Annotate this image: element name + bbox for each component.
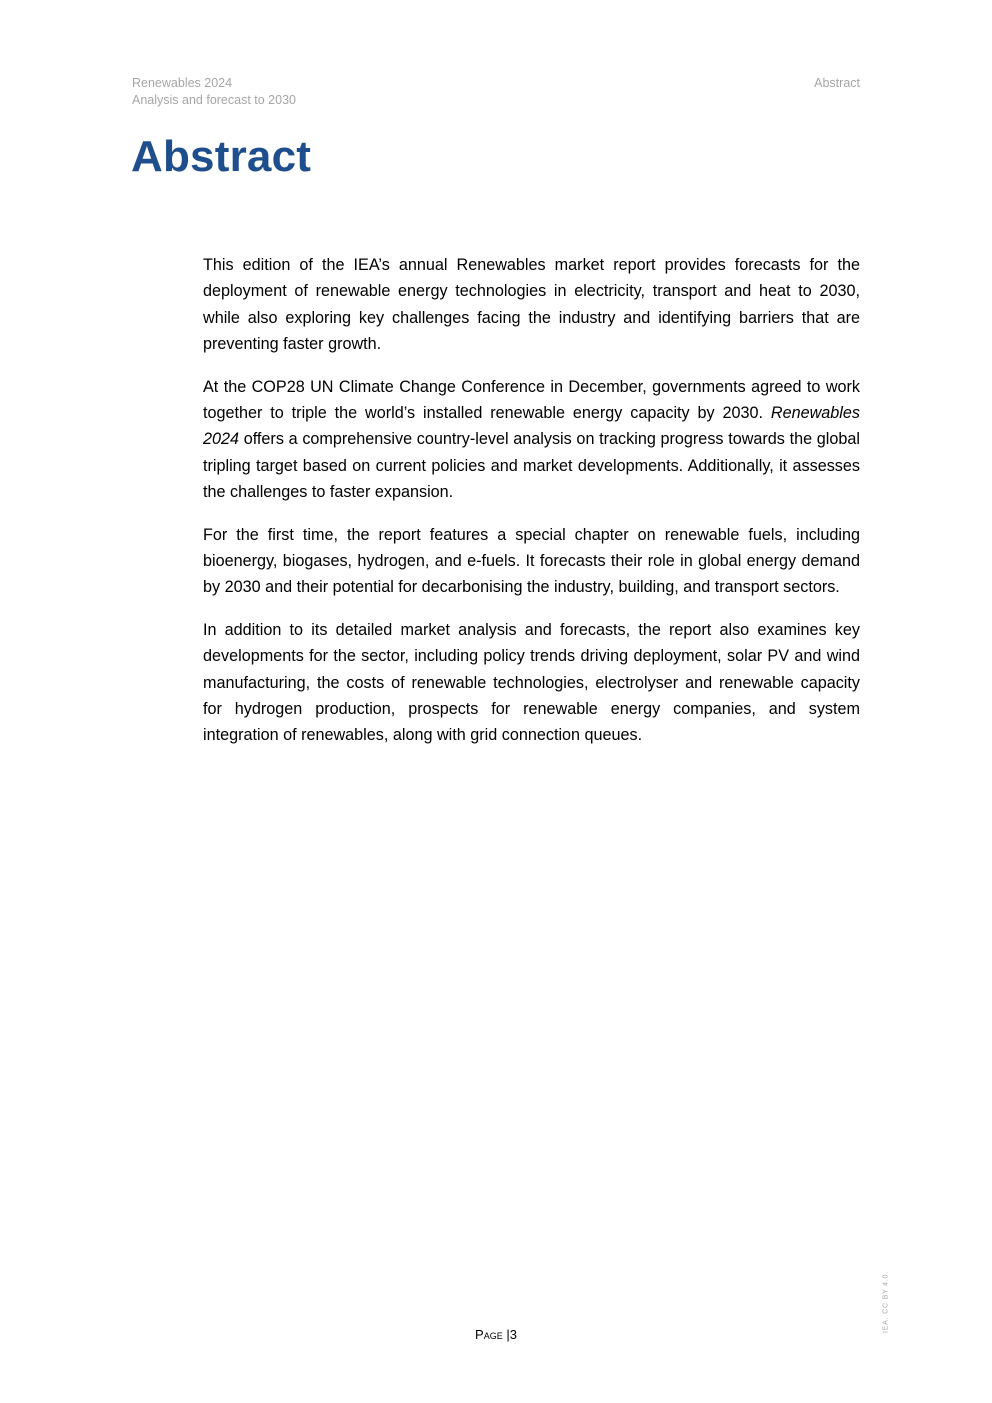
page-number: 3	[509, 1327, 517, 1342]
abstract-paragraph-4: In addition to its detailed market analysis and forecasts, the report also examines key developments for the sector, including policy trends driving deployment, solar PV and wind manufacturing, the costs of renewable technologies, electrolyser and renewable capacity for hydrogen production, prospects for renewable energy companies, and system integration of renewables, along with grid connection queues.	[203, 621, 860, 745]
abstract-paragraph-1: This edition of the IEA’s annual Renewables market report provides forecasts for the deployment of renewable energy technologies in electricity, transport and heat to 2030, while also exploring key challenges facing the industry and identifying barriers that are preventing faster growth.	[203, 256, 860, 353]
license-note: IEA. CC BY 4.0.	[882, 1270, 890, 1334]
page-separator: |	[506, 1327, 510, 1342]
abstract-body	[203, 252, 860, 765]
page-title: Abstract	[131, 132, 312, 181]
abstract-paragraph-2	[203, 374, 860, 505]
running-header-left	[132, 75, 296, 109]
abstract-paragraph-3: For the first time, the report features a special chapter on renewable fuels, including bioenergy, biogases, hydrogen, and e-fuels. It forecasts their role in global energy demand by 2030 and their potential for decarbonising the industry, building, and transport sectors.	[203, 525, 860, 597]
report-subtitle: Analysis and forecast to 2030	[132, 93, 296, 107]
page-label: Page	[475, 1327, 503, 1342]
report-title: Renewables 2024	[132, 76, 233, 90]
page-footer	[0, 1326, 992, 1343]
running-header-section: Abstract	[814, 76, 860, 90]
report-name-italic: Renewables 2024	[203, 403, 860, 449]
paragraph-2-rest: offers a comprehensive country-level analysis on tracking progress towards the global tripling target based on current policies and market developments. Additionally, it assesses the challenges to faster expansion.	[203, 430, 860, 501]
paragraph-2-lead: At the COP28 UN Climate Change Conference in December, governments agreed to work together to triple the world’s installed renewable energy capacity by 2030.	[203, 377, 860, 422]
